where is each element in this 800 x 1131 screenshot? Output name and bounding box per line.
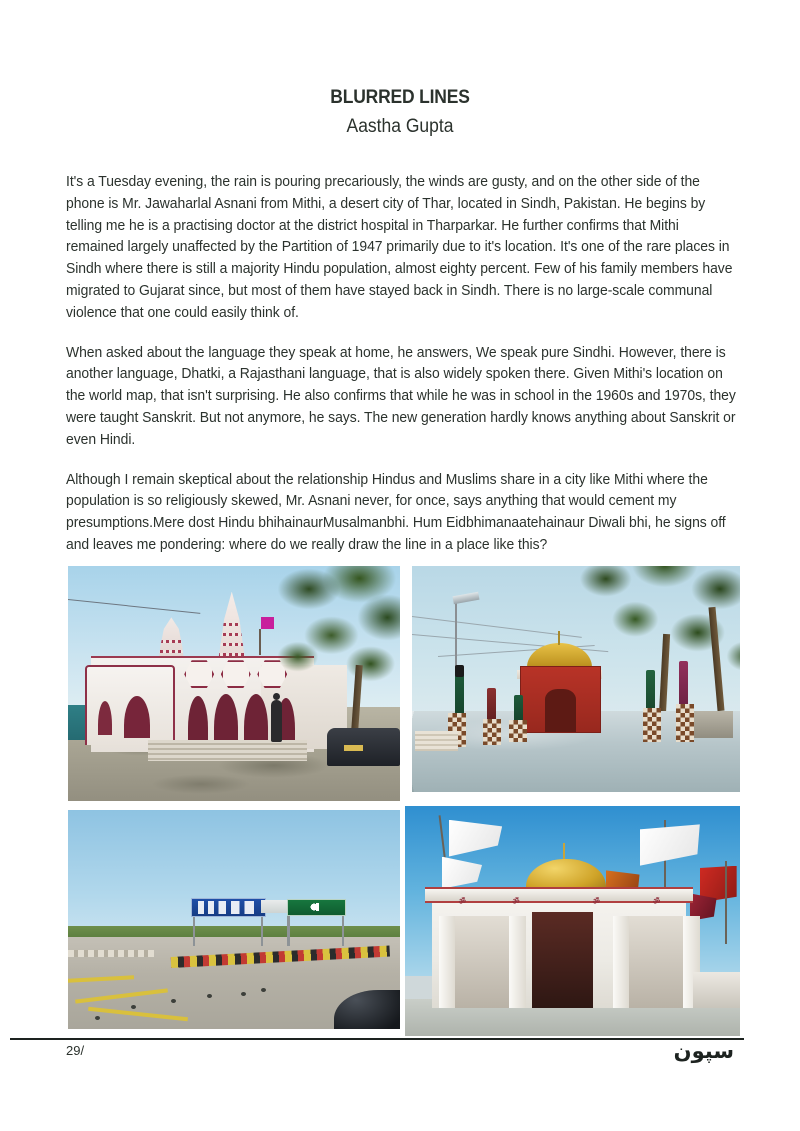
dome-finial — [558, 631, 560, 645]
body-paragraph: Although I remain skeptical about the relationship Hindus and Muslims share in a city like Mithi where the population is so religiously skewed, Mr. Asnani never, for once, says anything that would cement my presumptions.Mere dost Hindu bhihainaurMusalmanbhi. Hum Eidbhimanaatehainaur Diwali bhi, he signs off and leaves me pondering: where do we really draw the line in a place like this? — [66, 471, 726, 553]
photo-temple-with-flags — [405, 806, 740, 1036]
om-symbol-icon: ॐ — [458, 897, 466, 907]
red-shrine — [520, 666, 601, 734]
publication-mark-urdu: سپون — [673, 1039, 734, 1063]
photo-road-junction — [68, 810, 400, 1029]
body-paragraph: When asked about the language they speak at home, he answers, We speak pure Sindhi. However, there is another language, Dhatki, a Rajasthani language, that is also widely spoken there. Given Mithi's location on the world map, that isn't surprising. He also confirms that while he was in school in the 1960s and 1970s, they were taught Sanskrit. But not anymore, he says. The new generation hardly knows anything about Sanskrit or even Hindi. — [66, 344, 736, 448]
page-number: 29/ — [66, 1043, 85, 1058]
green-pakistan-flag-sign — [287, 899, 345, 916]
flag-pole — [259, 629, 261, 655]
pillar-bay — [626, 916, 686, 1008]
om-symbol-icon: ॐ — [652, 897, 661, 907]
stone-shed — [694, 711, 733, 738]
entrance-steps — [148, 740, 307, 761]
om-symbol-icon: ॐ — [592, 897, 600, 907]
checkered-pole-base — [676, 704, 694, 742]
page-footer — [10, 1039, 744, 1068]
brick-stack — [415, 731, 458, 751]
photo-grid — [68, 566, 740, 1036]
footer-divider — [10, 1038, 744, 1040]
parked-car — [327, 728, 400, 766]
photo-shrine-courtyard — [412, 566, 740, 792]
white-sign-panel — [261, 900, 291, 913]
article-header — [66, 86, 734, 140]
pole-cap — [455, 665, 464, 676]
article-body — [66, 172, 738, 557]
temple-column — [613, 916, 630, 1008]
photo-temple-exterior — [68, 566, 400, 801]
door-arch — [188, 696, 208, 742]
temple-column — [439, 916, 456, 1008]
flag-pole — [725, 861, 727, 944]
page-title: BLURRED LINES — [330, 87, 470, 108]
checkered-pole-base — [509, 720, 527, 742]
temple-entrance — [532, 912, 592, 1009]
tree-canopy — [267, 566, 400, 735]
painted-curb — [68, 950, 154, 957]
om-symbol-icon: ॐ — [512, 897, 520, 907]
checkered-pole-base — [483, 719, 501, 745]
blue-direction-sign — [191, 898, 266, 918]
pillar-bay — [452, 916, 512, 1008]
boundary-wall — [693, 972, 740, 1009]
road-stud — [261, 988, 266, 992]
road-stud — [241, 992, 246, 996]
body-paragraph: It's a Tuesday evening, the rain is pouring precariously, the winds are gusty, and on the other side of the phone is Mr. Jawaharlal Asnani from Mithi, a desert city of Thar, located in Sindh, Pakistan. He begins by telling me he is a practising doctor at the district hospital in Tharparkar. He further confirms that Mithi remained largely unaffected by the Partition of 1947 primarily due to it's location. It's one of the rare places in Sindh where there is still a majority Hindu population, almost eighty percent. Few of his family members have migrated to Gujarat since, but most of them have stayed back in Sindh. There is no large-scale communal violence that one could easily think of. — [66, 174, 733, 321]
author-byline: Aastha Gupta — [346, 116, 454, 137]
road-stud — [171, 999, 176, 1003]
temple-column — [509, 916, 526, 1008]
road-stud — [95, 1016, 100, 1020]
checkered-pole-base — [643, 708, 661, 742]
